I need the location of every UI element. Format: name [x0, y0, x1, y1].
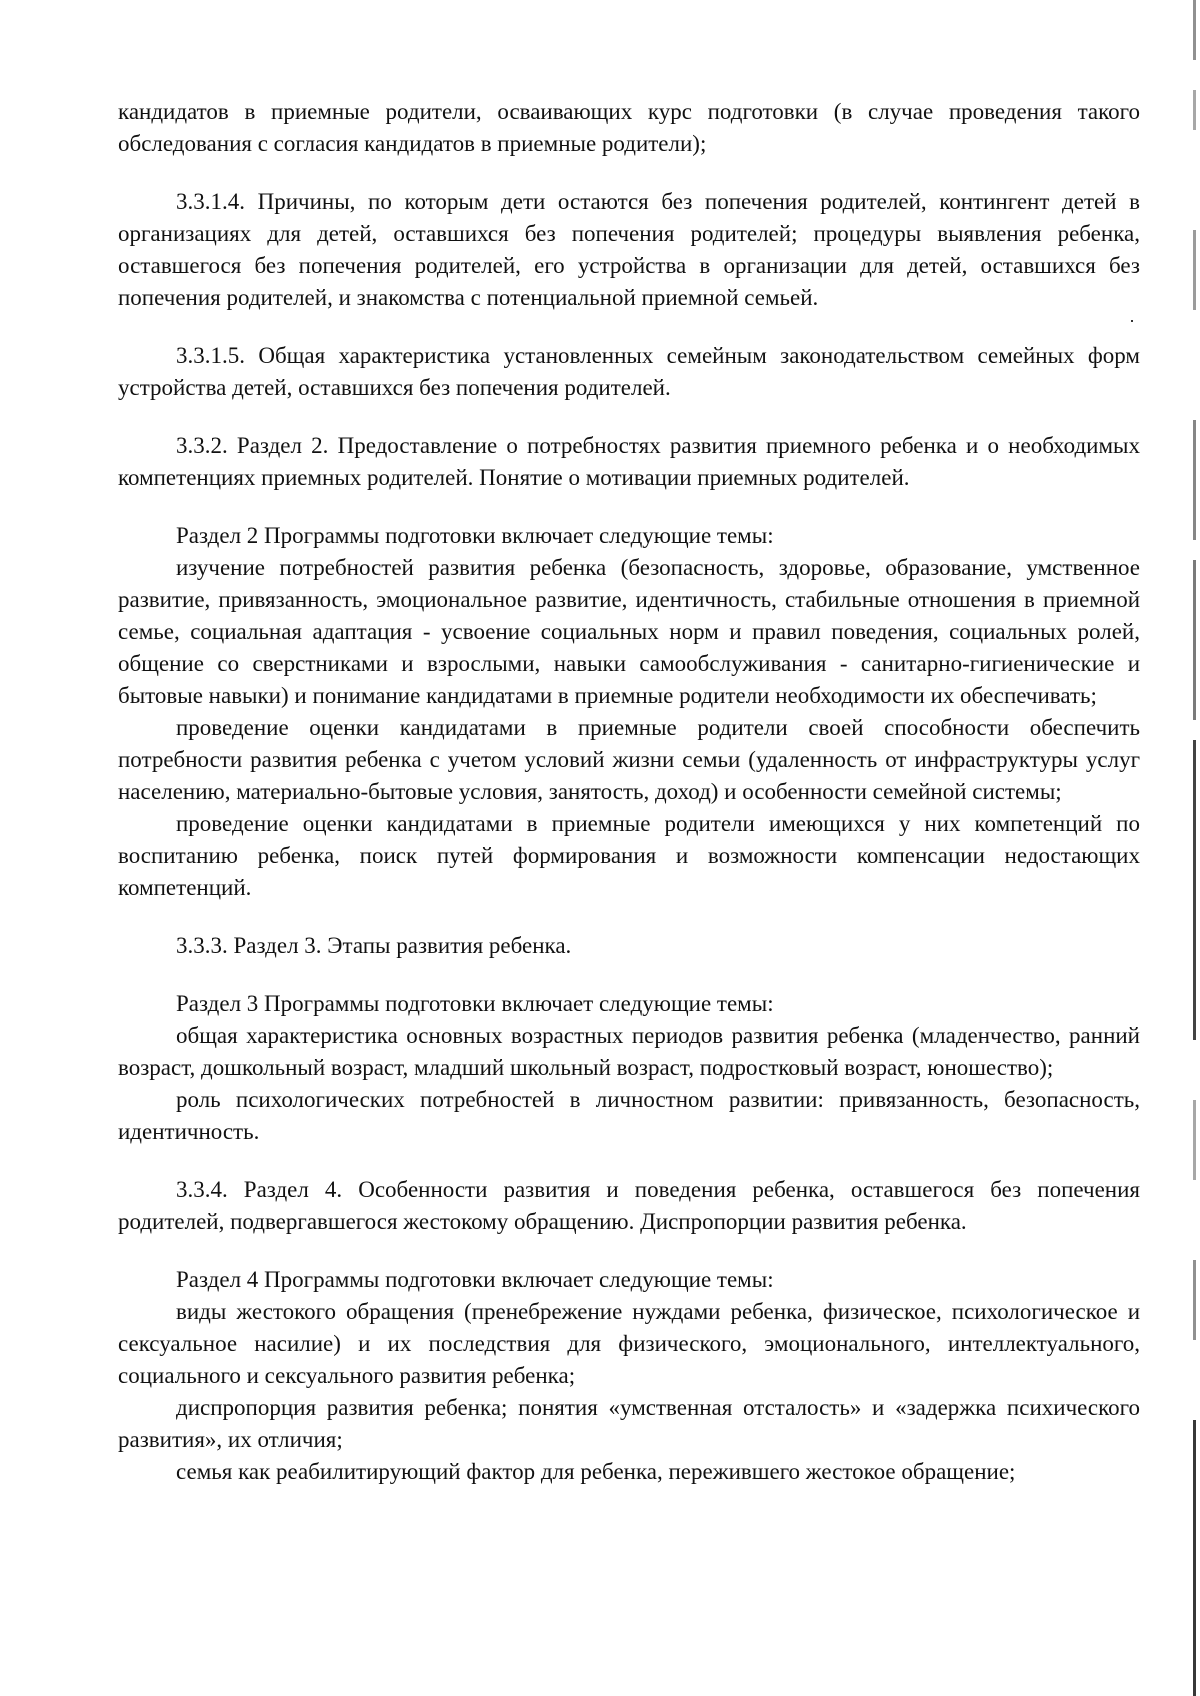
scan-speck: [1131, 320, 1133, 322]
scan-edge-mark: [1193, 0, 1196, 60]
scan-edge-mark: [1193, 1420, 1196, 1696]
paragraph-section-4-intro: Раздел 4 Программы подготовки включает следующие темы:: [176, 1267, 774, 1292]
paragraph-3-3-1-5: 3.3.1.5. Общая характеристика установленных семейным законодательством семейных форм устройства детей, оставшихся без попечения родителей.: [118, 343, 1140, 400]
scan-edge-mark: [1193, 230, 1196, 310]
scan-edge-mark: [1193, 1100, 1196, 1180]
paragraph-section-2-topic-2: проведение оценки кандидатами в приемные родители своей способности обеспечить потребности развития ребенка с учетом условий жизни семьи (удаленность от инфраструктуры услуг населению, материально-бытовые условия, занятость, доход) и особенности семейной системы;: [118, 715, 1140, 804]
paragraph-section-3-intro: Раздел 3 Программы подготовки включает следующие темы:: [176, 991, 774, 1016]
paragraph-section-4-topic-1: виды жестокого обращения (пренебрежение нуждами ребенка, физическое, психологическое и сексуальное насилие) и их последствия для физического, эмоционального, интеллектуального, социального и сексуального развития ребенка;: [118, 1299, 1140, 1388]
paragraph-3-3-3-heading: 3.3.3. Раздел 3. Этапы развития ребенка.: [176, 933, 572, 958]
paragraph-section-2-topic-3: проведение оценки кандидатами в приемные родители имеющихся у них компетенций по воспитанию ребенка, поиск путей формирования и возможности компенсации недостающих компетенций.: [118, 811, 1140, 900]
paragraph-section-3-topic-1: общая характеристика основных возрастных периодов развития ребенка (младенчество, ранний возраст, дошкольный возраст, младший школьный возраст, подростковый возраст, юношество);: [118, 1023, 1140, 1080]
scan-edge-mark: [1193, 90, 1196, 130]
scan-edge-mark: [1193, 1260, 1196, 1340]
paragraph-section-4-topic-2: диспропорция развития ребенка; понятия «умственная отсталость» и «задержка психического развития», их отличия;: [118, 1395, 1140, 1452]
paragraph-section-2-topic-1: изучение потребностей развития ребенка (безопасность, здоровье, образование, умственное развитие, привязанность, эмоциональное развитие, идентичность, стабильные отношения в приемной семье, социальная адаптация - усвоение социальных норм и правил поведения, социальных ролей, общение со сверстниками и взрослыми, навыки самообслуживания - санитарно-гигиенические и бытовые навыки) и понимание кандидатами в приемные родители необходимости их обеспечивать;: [118, 555, 1140, 708]
paragraph-section-3-topic-2: роль психологических потребностей в личностном развитии: привязанность, безопасность, идентичность.: [118, 1087, 1140, 1144]
paragraph-continuation: кандидатов в приемные родители, осваивающих курс подготовки (в случае проведения такого обследования с согласия кандидатов в приемные родители);: [118, 99, 1140, 156]
scan-edge-mark: [1193, 560, 1196, 720]
paragraph-section-4-topic-3: семья как реабилитирующий фактор для ребенка, пережившего жестокое обращение;: [176, 1459, 1016, 1484]
document-body: [118, 96, 1140, 1488]
paragraph-section-2-intro: Раздел 2 Программы подготовки включает следующие темы:: [176, 523, 774, 548]
scan-edge-mark: [1193, 420, 1196, 540]
scan-edge-mark: [1193, 740, 1196, 1040]
paragraph-3-3-4-heading: 3.3.4. Раздел 4. Особенности развития и поведения ребенка, оставшегося без попечения родителей, подвергавшегося жестокому обращению. Диспропорции развития ребенка.: [118, 1177, 1140, 1234]
paragraph-3-3-1-4: 3.3.1.4. Причины, по которым дети остаются без попечения родителей, контингент детей в организациях для детей, оставшихся без попечения родителей; процедуры выявления ребенка, оставшегося без попечения родителей, его устройства в организации для детей, оставшихся без попечения родителей, и знакомства с потенциальной приемной семьей.: [118, 189, 1140, 310]
paragraph-3-3-2-heading: 3.3.2. Раздел 2. Предоставление о потребностях развития приемного ребенка и о необходимых компетенциях приемных родителей. Понятие о мотивации приемных родителей.: [118, 433, 1140, 490]
